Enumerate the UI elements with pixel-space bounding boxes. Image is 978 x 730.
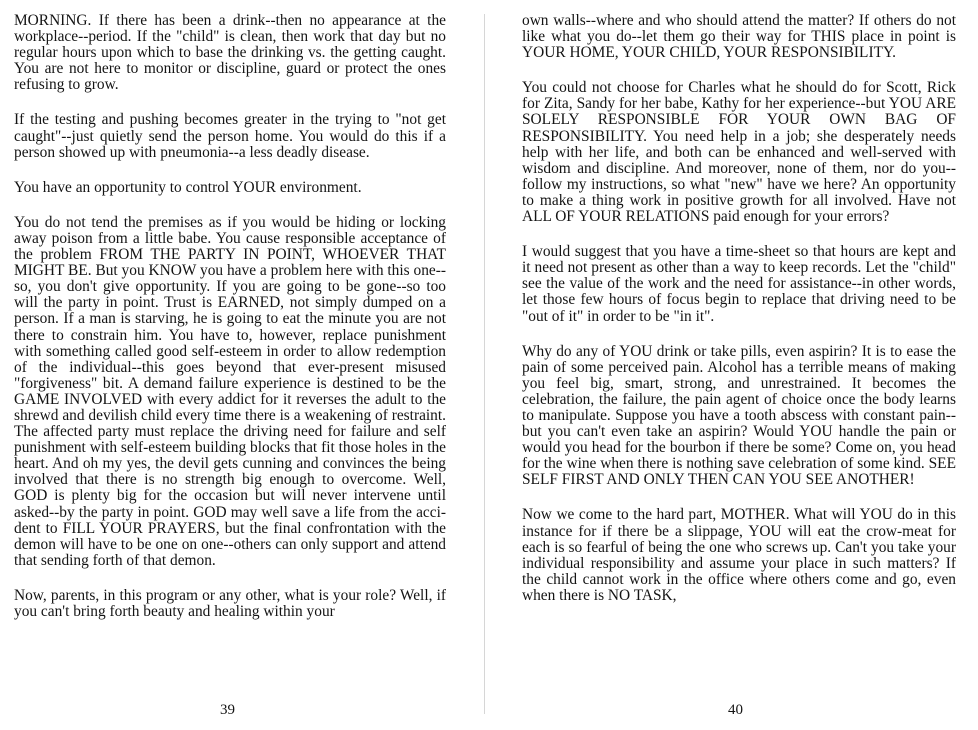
right-paragraph-2: You could not choose for Charles what he should do for Scott, Rick for Zita, Sandy for her babe, Kathy for her experience--but YOU ARE SOLELY RESPONSIBLE FOR YOUR OWN BAG OF RESPONSIBILITY. You need help in a job; she desperately needs help with her life, and both can be enhanced and well-served with wisdom and discipline. And moreover, none of them, nor do you--follow my instructions, so what "new" have we here? An opportunity to make a thing work in positive growth for all involved. Have not ALL OF YOUR RELATIONS paid enough for your errors? xyxy=(522,79,956,226)
left-paragraph-2: If the testing and pushing becomes greater in the trying to "not get caught"--just quietly send the person home. You would do this if a person showed up with pneumonia--a less deadly disease. xyxy=(14,111,446,161)
right-paragraph-1: own walls--where and who should attend the matter? If others do not like what you do--let them go their way for THIS place in point is YOUR HOME, YOUR CHILD, YOUR RESPONSIBILITY. xyxy=(522,12,956,62)
page-gutter xyxy=(484,14,485,714)
left-paragraph-5: Now, parents, in this program or any other, what is your role? Well, if you can't bring forth beauty and healing within your xyxy=(14,586,446,620)
left-page-number: 39 xyxy=(220,702,235,718)
left-page xyxy=(14,13,446,639)
right-page xyxy=(522,13,956,623)
right-paragraph-5: Now we come to the hard part, MOTHER. What will YOU do in this instance for if there be a slippage, YOU will eat the crow-meat for each is so fearful of being the one who screws up. Can't you take your individual responsibility and assume your place in such matters? If the child cannot work in the office where others come and go, even when there is NO TASK, xyxy=(522,506,956,604)
left-paragraph-1: MORNING. If there has been a drink--then no appearance at the workplace--period. If the "child" is clean, then work that day but no regular hours upon which to base the drinking vs. the getting caught. You are not here to monitor or discipline, guard or protect the ones refusing to grow. xyxy=(14,12,446,94)
right-paragraph-3: I would suggest that you have a time-sheet so that hours are kept and it need not present as other than a way to keep records. Let the "child" see the value of the work and the need for assistance--in other words, let those few hours of focus begin to replace that driving need to be "out of it" in order to be "in it". xyxy=(522,243,956,325)
right-paragraph-4: Why do any of YOU drink or take pills, even aspirin? It is to ease the pain of some perceived pain. Alcohol has a terrible means of making you feel big, smart, strong, and unrestrained. It becomes the celebration, the failure, the pain agent of choice once the body learns to manipulate. Suppose you have a tooth abscess with constant pain--but you can't even take an aspirin? Would YOU handle the pain or would you head for the bourbon if there be some? Come on, you head for the wine when there is nothing save celebration of some kind. SEE SELF FIRST AND ONLY THEN CAN YOU SEE ANOTHER! xyxy=(522,342,956,489)
left-paragraph-4: You do not tend the premises as if you would be hiding or locking away poison from a little babe. You cause responsible acceptance of the problem FROM THE PARTY IN POINT, WHOEVER THAT MIGHT BE. But you KNOW you have a problem here with this one--so, you don't give opportunity. If you are going to be gone--so too will the party in point. Trust is EARNED, not simply dumped on a person. If a man is starving, he is going to eat the minute you are not there to constrain him. You have to, however, replace punishment with something called good self-esteem in order to allow redemption of the individual--this goes beyond that ever-present misused "forgiveness" bit. A demand failure experience is destined to be the GAME INVOLVED with every addict for it reverses the adult to the shrewd and devilish child every time there is a weakening of restraint. The affected party must replace the driving need for failure and self punishment with self-esteem building blocks that fit those holes in the heart. And oh my yes, the devil gets cunning and convinces the being involved that there is no strength big enough to overcome. Well, GOD is plenty big for the occasion but will never intervene until asked--by the party in point. GOD may well save a life from the accident to FILL YOUR PRAYERS, but the final confrontation with the demon will have to be one on one--others can only support and attend that sending forth of that demon. xyxy=(14,213,446,569)
left-paragraph-3: You have an opportunity to control YOUR environment. xyxy=(14,178,362,196)
right-page-number: 40 xyxy=(728,702,743,718)
